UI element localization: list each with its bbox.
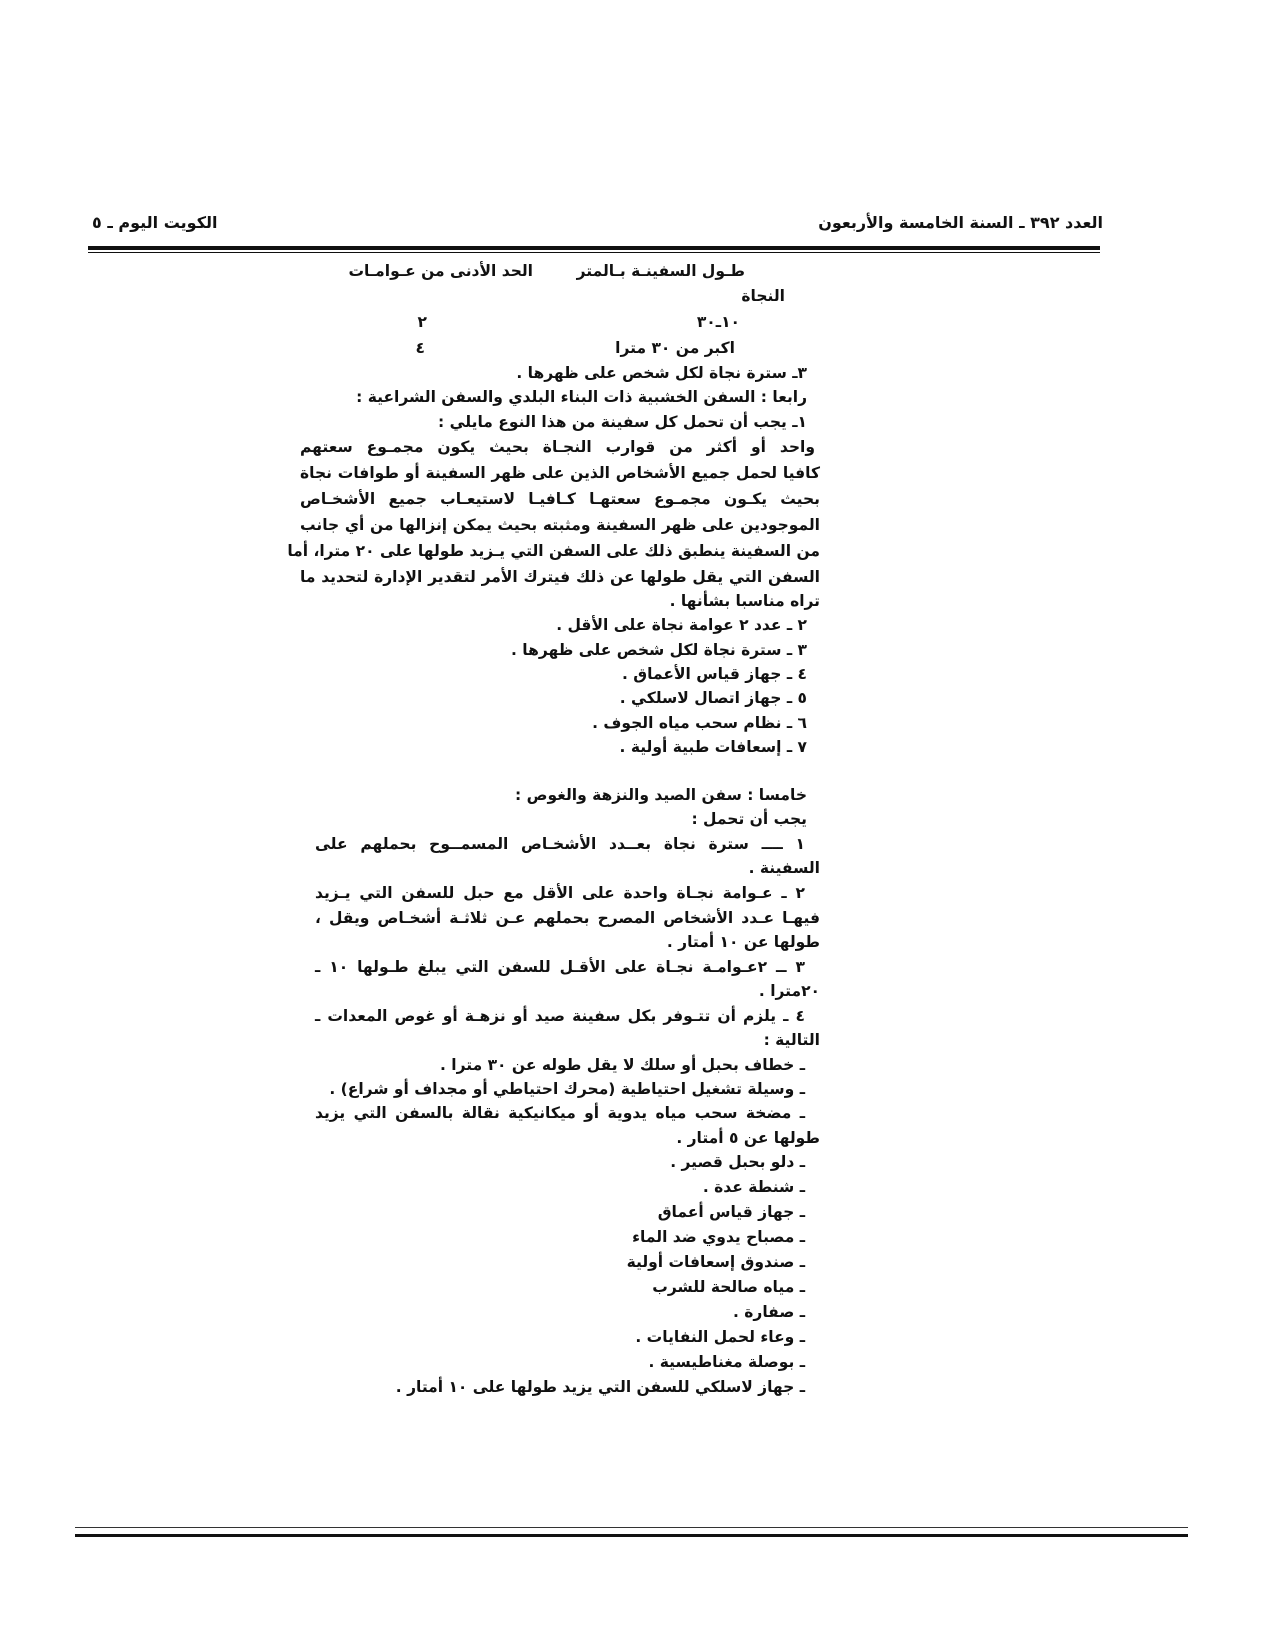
section-heading: خامسا : سفن الصيد والنزهة والغوص : (515, 786, 807, 804)
equipment-item: ـ وسيلة تشغيل احتياطية (محرك احتياطي أو مجداف أو شراع) . (329, 1080, 805, 1098)
paragraph-line: ٣ ــ ٢عـوامـة نجـاة على الأقـل للسفن التي يبلغ طـولها ١٠ ـ (315, 958, 806, 976)
header-rule (88, 246, 1100, 250)
paragraph-line: السفن التي يقل طولها عن ذلك فيترك الأمر لتقدير الإدارة لتحديد ما (300, 568, 820, 586)
equipment-item: ـ جهاز لاسلكي للسفن التي يزيد طولها على ١٠ أمتار . (395, 1378, 805, 1396)
footer-rule (75, 1534, 1188, 1537)
table-row-length: ١٠ـ٣٠ (696, 313, 740, 331)
header-rule-thin (88, 252, 1100, 253)
equipment-item: ـ وعاء لحمل النفايات . (635, 1328, 805, 1346)
paragraph-line: تراه مناسبا بشأنها . (669, 592, 820, 610)
list-item: ٦ ـ نظام سحب مياه الجوف . (592, 714, 807, 732)
table-col-length-header: طـول السفينـة بـالمتر (576, 262, 745, 280)
table-row-count: ٢ (417, 313, 427, 331)
equipment-item: ـ شنطة عدة . (702, 1178, 805, 1196)
paragraph-line: التالية : (763, 1031, 820, 1049)
equipment-item: ـ صندوق إسعافات أولية (626, 1253, 805, 1271)
equipment-item: ـ صفارة . (732, 1303, 805, 1321)
paragraph-line: من السفينة ينطبق ذلك على السفن التي يـزيد طولها على ٢٠ مترا، أما (287, 542, 820, 560)
issue-header: العدد ٣٩٢ ـ السنة الخامسة والأربعون (818, 213, 1103, 232)
list-item: ٧ ـ إسعافات طبية أولية . (619, 738, 807, 756)
equipment-item: ـ بوصلة مغناطيسية . (648, 1353, 805, 1371)
paragraph-line: بحيث يكـون مجمـوع سعتهـا كـافيـا لاستيعـاب جميع الأشخـاص (300, 490, 820, 508)
paragraph-line: الموجودين على ظهر السفينة ومثبته بحيث يمكن إنزالها من أي جانب (300, 516, 820, 534)
list-item: ٥ ـ جهاز اتصال لاسلكي . (619, 689, 807, 707)
paragraph-line: فيهـا عـدد الأشخاص المصرح بحملهم عـن ثلاثـة أشخـاص ويقل ، (315, 909, 820, 927)
equipment-item: ـ مياه صالحة للشرب (652, 1278, 805, 1296)
table-col-buoys-header: الحد الأدنى من عـوامـات (348, 262, 533, 280)
list-item: ٣ ـ سترة نجاة لكل شخص على ظهرها . (510, 641, 807, 659)
section-heading: رابعا : السفن الخشبية ذات البناء البلدي والسفن الشراعية : (356, 388, 807, 406)
list-item: ١ـ يجب أن تحمل كل سفينة من هذا النوع مايلي : (438, 413, 807, 431)
list-item: ٣ـ سترة نجاة لكل شخص على ظهرها . (516, 364, 807, 382)
equipment-item: ـ جهاز قياس أعماق (657, 1203, 805, 1221)
paragraph-line: كافيا لحمل جميع الأشخاص الذين على ظهر السفينة أو طوافات نجاة (300, 464, 820, 482)
table-row-length: اكبر من ٣٠ مترا (615, 339, 735, 357)
paragraph-line: طولها عن ١٠ أمتار . (666, 933, 820, 951)
paragraph-line: ١ ــــ سترة نجاة بعــدد الأشخـاص المسمــوح بحملهم على (315, 835, 805, 853)
equipment-item: ـ دلو بحبل قصير . (670, 1153, 805, 1171)
table-row-count: ٤ (415, 339, 425, 357)
equipment-item: ـ مصباح يدوي ضد الماء (632, 1228, 805, 1246)
footer-rule-thin (75, 1527, 1188, 1528)
list-item: ٢ ـ عدد ٢ عوامة نجاة على الأقل . (556, 616, 807, 634)
equipment-item: ـ خطاف بحبل أو سلك لا يقل طوله عن ٣٠ مترا . (440, 1056, 805, 1074)
paragraph-line: ٢٠مترا . (758, 982, 820, 1000)
section-intro: يجب أن تحمل : (691, 810, 807, 828)
table-col-buoys-header-cont: النجاة (741, 287, 785, 305)
publication-header: الكويت اليوم ـ ٥ (92, 213, 218, 232)
paragraph-line: واحد أو أكثر من قوارب النجـاة بحيث يكون مجمـوع سعتهم (300, 438, 815, 456)
list-item: ٤ ـ جهاز قياس الأعماق . (622, 665, 807, 683)
paragraph-line: ٢ ـ عـوامة نجـاة واحدة على الأقل مع حبل للسفن التي يـزيد (315, 884, 805, 902)
paragraph-line: ٤ ـ يلزم أن تتـوفر بكل سفينة صيد أو نزهـة أو غوص المعدات ـ (315, 1007, 805, 1025)
equipment-item: طولها عن ٥ أمتار . (676, 1129, 820, 1147)
equipment-item: ـ مضخة سحب مياه يدوية أو ميكانيكية نقالة بالسفن التي يزيد (315, 1104, 805, 1122)
paragraph-line: السفينة . (748, 859, 820, 877)
